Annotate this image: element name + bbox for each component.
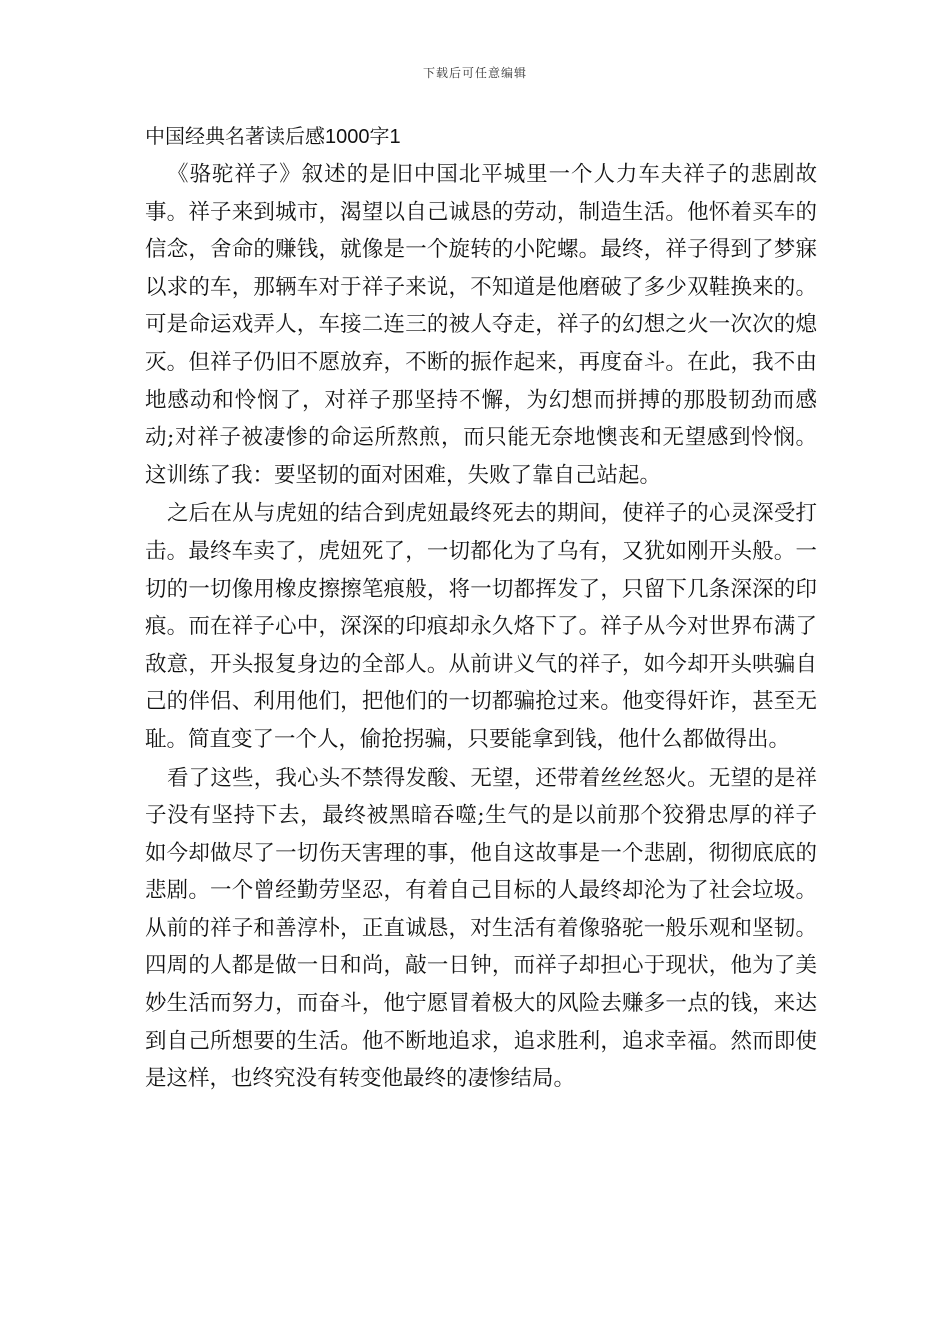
paragraph-1: 《骆驼祥子》叙述的是旧中国北平城里一个人力车夫祥子的悲剧故事。祥子来到城市，渴望以自己诚恳的劳动，制造生活。他怀着买车的信念，舍命的赚钱，就像是一个旋转的小陀螺。最终，祥子得到了梦寐以求的车，那辆车对于祥子来说，不知道是他磨破了多少双鞋换来的。可是命运戏弄人，车接二连三的被人夺走，祥子的幻想之火一次次的熄灭。但祥子仍旧不愿放弃，不断的振作起来，再度奋斗。在此，我不由地感动和怜悯了，对祥子那坚持不懈，为幻想而拼搏的那股韧劲而感动;对祥子被凄惨的命运所熬煎，而只能无奈地懊丧和无望感到怜悯。这训练了我：要坚韧的面对困难，失败了靠自己站起。 xyxy=(145,162,817,488)
paragraph-3: 看了这些，我心头不禁得发酸、无望，还带着丝丝怒火。无望的是祥子没有坚持下去，最终被黑暗吞噬;生气的是以前那个狡猾忠厚的祥子如今却做尽了一切伤天害理的事，他自这故事是一个悲剧，彻彻底底的悲剧。一个曾经勤劳坚忍，有着自己目标的人最终却沦为了社会垃圾。从前的祥子和善淳朴，正直诚恳，对生活有着像骆驼一般乐观和坚韧。四周的人都是做一日和尚，敲一日钟，而祥子却担心于现状，他为了美妙生活而努力，而奋斗，他宁愿冒着极大的风险去赚多一点的钱，来达到自己所想要的生活。他不断地追求，追求胜利，追求幸福。然而即使是这样，也终究没有转变他最终的凄惨结局。 xyxy=(145,765,817,1092)
document-body xyxy=(145,118,817,1099)
page-header: 下载后可任意编辑 xyxy=(422,66,527,80)
paragraph-2: 之后在从与虎妞的结合到虎妞最终死去的期间，使祥子的心灵深受打击。最终车卖了，虎妞死了，一切都化为了乌有，又犹如刚开头般。一切的一切像用橡皮擦擦笔痕般，将一切都挥发了，只留下几条深深的印痕。而在祥子心中，深深的印痕却永久烙下了。祥子从今对世界布满了敌意，开头报复身边的全部人。从前讲义气的祥子，如今却开头哄骗自己的伴侣、利用他们，把他们的一切都骗抢过来。他变得奸诈，甚至无耻。简直变了一个人，偷抢拐骗，只要能拿到钱，他什么都做得出。 xyxy=(145,501,817,752)
document-title: 中国经典名著读后感1000字1 xyxy=(145,126,401,148)
